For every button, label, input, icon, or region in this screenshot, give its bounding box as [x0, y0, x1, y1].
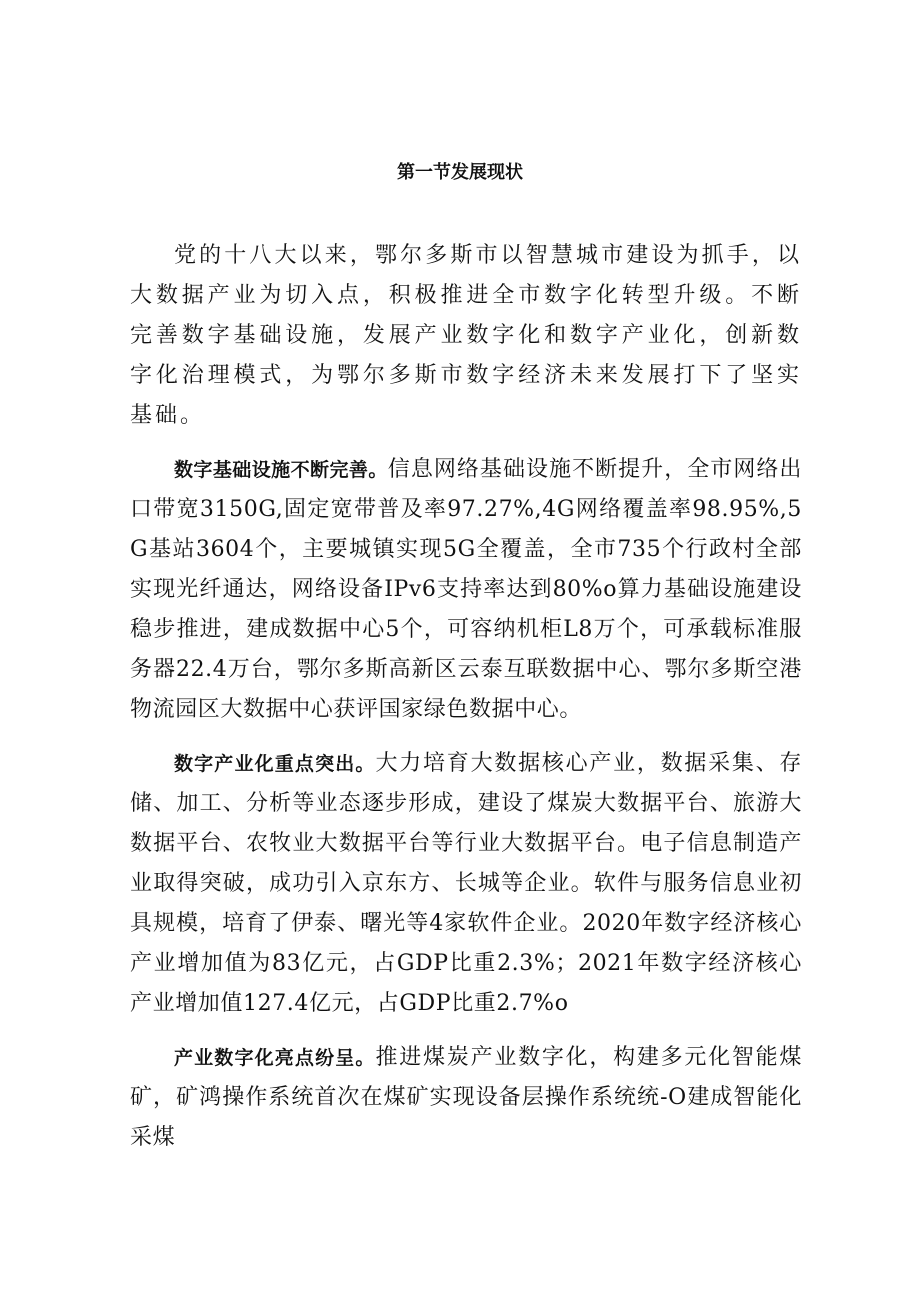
paragraph-text: 大力培育大数据核心产业，数据采集、存储、加工、分析等业态逐步形成，建设了煤炭大数据平台、旅游大数据平台、农牧业大数据平台等行业大数据平台。电子信息制造产业取得突破，成功引入京东方、长城等企业。软件与服务信息业初具规模，培育了伊泰、曙光等4家软件企业。2020年数字经济核心产业增加值为83亿元，占GDP比重2.3%；2021年数字经济核心产业增加值127.4亿元，占GDP比重2.7%o: [130, 751, 802, 1016]
paragraph-industrial-digitalization: [130, 1038, 802, 1158]
paragraph-intro: [130, 236, 802, 436]
paragraph-lead-heading: 产业数字化亮点纷呈。: [174, 1047, 376, 1069]
paragraph-digital-infrastructure: [130, 450, 802, 730]
paragraph-lead-heading: 数字基础设施不断完善。: [174, 459, 388, 481]
paragraph-text: 党的十八大以来，鄂尔多斯市以智慧城市建设为抓手，以大数据产业为切入点，积极推进全市数字化转型升级。不断完善数字基础设施，发展产业数字化和数字产业化，创新数字化治理模式，为鄂尔多斯市数字经济未来发展打下了坚实基础。: [130, 243, 802, 428]
body-text: [130, 236, 802, 1172]
paragraph-text: 信息网络基础设施不断提升，全市网络出口带宽3150G,固定宽带普及率97.27%,4G网络覆盖率98.95%,5G基站3604个，主要城镇实现5G全覆盖，全市735个行政村全部实现光纤通达，网络设备IPv6支持率达到80%o算力基础设施建设稳步推进，建成数据中心5个，可容纳机柜L8万个，可承载标准服务器22.4万台，鄂尔多斯高新区云泰互联数据中心、鄂尔多斯空港物流园区大数据中心获评国家绿色数据中心。: [130, 457, 802, 722]
paragraph-lead-heading: 数字产业化重点突出。: [174, 753, 376, 775]
section-title: 第一节发展现状: [397, 162, 523, 183]
paragraph-digital-industrialization: [130, 744, 802, 1024]
paragraph-text: 推进煤炭产业数字化，构建多元化智能煤矿，矿鸿操作系统首次在煤矿实现设备层操作系统统-O建成智能化采煤: [130, 1045, 802, 1150]
